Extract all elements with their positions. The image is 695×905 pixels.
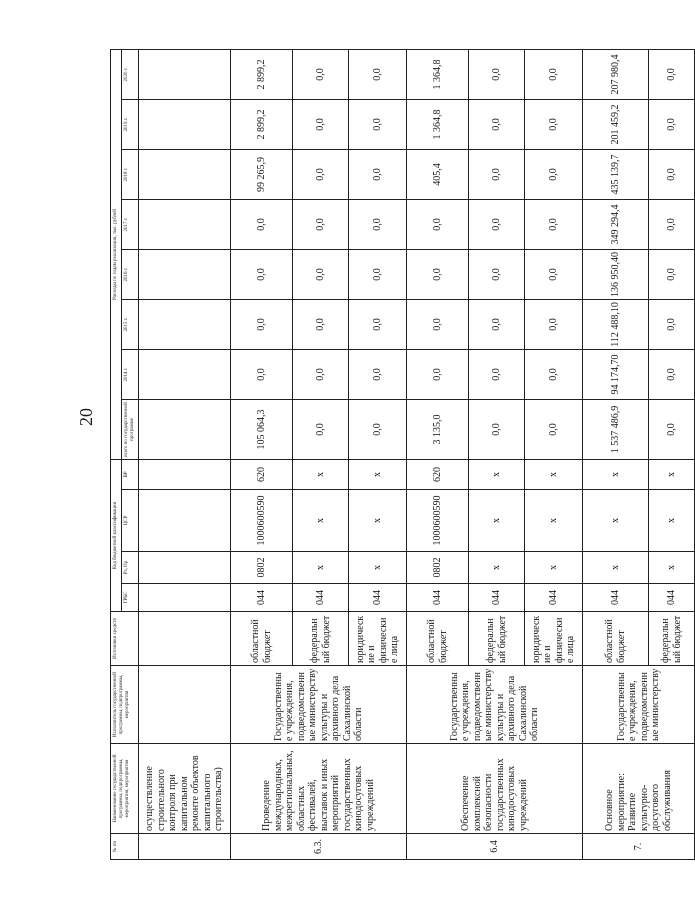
row-year-value: 0,0 <box>293 299 349 349</box>
table-row <box>231 49 293 859</box>
row-year-value: 207 980,4 <box>583 49 649 99</box>
row-total: 105 064,3 <box>231 399 293 459</box>
row-rzpr: 0802 <box>407 552 469 584</box>
row-grbs: 044 <box>525 584 583 612</box>
row-year-value <box>139 149 231 199</box>
row-source: федеральный бюджет <box>469 612 525 666</box>
table-body <box>139 49 695 859</box>
header-source: Источники средств <box>111 612 139 666</box>
row-csr: х <box>349 490 407 552</box>
row-source: юридические и физические лица <box>525 612 583 666</box>
row-csr <box>139 490 231 552</box>
row-year-value: 0,0 <box>407 199 469 249</box>
table-row <box>583 49 649 859</box>
row-year-value: 0,0 <box>231 349 293 399</box>
row-grbs: 044 <box>469 584 525 612</box>
row-year-value: 0,0 <box>469 349 525 399</box>
row-year-value: 349 294,4 <box>583 199 649 249</box>
row-year-value <box>139 99 231 149</box>
row-num: 6.4 <box>407 834 583 860</box>
row-year-value <box>139 249 231 299</box>
row-rzpr: х <box>469 552 525 584</box>
row-total: 0,0 <box>349 399 407 459</box>
row-year-value: 0,0 <box>349 249 407 299</box>
row-year-value: 0,0 <box>649 99 695 149</box>
row-year-value: 0,0 <box>649 299 695 349</box>
row-year-value: 0,0 <box>349 149 407 199</box>
row-year-value: 0,0 <box>349 299 407 349</box>
row-vr: х <box>649 459 695 489</box>
row-total: 1 537 486,9 <box>583 399 649 459</box>
row-total: 0,0 <box>525 399 583 459</box>
row-year-value: 0,0 <box>231 299 293 349</box>
budget-table <box>110 49 695 860</box>
row-source: областной бюджет <box>231 612 293 666</box>
row-executor: Государственные учреждения, подведомственные министерству культуры и архивного дела Сахалинской области <box>231 666 407 744</box>
row-year-value <box>139 299 231 349</box>
row-year-value: 0,0 <box>525 299 583 349</box>
row-year-value: 0,0 <box>349 199 407 249</box>
header-grbs: ГРБС <box>122 584 139 612</box>
row-year-value: 0,0 <box>293 99 349 149</box>
row-grbs: 044 <box>407 584 469 612</box>
row-year-value: 0,0 <box>349 49 407 99</box>
header-budget-code: Код бюджетной классификации <box>111 459 122 611</box>
row-csr: 1000600590 <box>407 490 469 552</box>
table-row <box>139 49 231 859</box>
header-year-2020: 2020 г. <box>122 49 139 99</box>
row-year-value: 0,0 <box>469 49 525 99</box>
row-year-value: 0,0 <box>407 299 469 349</box>
row-vr: х <box>349 459 407 489</box>
row-year-value: 0,0 <box>293 199 349 249</box>
header-name: Наименование государственной программы, подпрограммы, мероприятия, мероприятия <box>111 744 139 834</box>
row-executor: Государственные учреждения, подведомственные министерству <box>583 666 695 744</box>
row-year-value: 0,0 <box>469 249 525 299</box>
row-csr: х <box>583 490 649 552</box>
row-executor: Государственные учреждения, подведомственные министерству культуры и архивного дела Сахалинской области <box>407 666 583 744</box>
row-year-value: 0,0 <box>293 49 349 99</box>
row-rzpr: х <box>583 552 649 584</box>
row-year-value: 136 950,40 <box>583 249 649 299</box>
header-year-2019: 2019 г. <box>122 99 139 149</box>
row-csr: 1000600590 <box>231 490 293 552</box>
row-total: 0,0 <box>649 399 695 459</box>
row-csr: х <box>469 490 525 552</box>
header-row-1 <box>111 49 122 859</box>
row-csr: х <box>649 490 695 552</box>
header-total: всего по государственной программе <box>122 399 139 459</box>
row-grbs: 044 <box>293 584 349 612</box>
row-year-value: 0,0 <box>293 349 349 399</box>
row-name: Основное мероприятие: Развитие культурно-досугового обслуживания <box>583 744 695 834</box>
row-name: осуществление строительного контроля при капитальном ремонте объектов капитального строительства) <box>139 744 231 834</box>
row-year-value: 0,0 <box>525 199 583 249</box>
row-rzpr: х <box>525 552 583 584</box>
row-year-value: 0,0 <box>231 199 293 249</box>
row-year-value: 99 265,9 <box>231 149 293 199</box>
row-year-value: 0,0 <box>649 349 695 399</box>
row-executor <box>139 666 231 744</box>
row-year-value: 2 899,2 <box>231 99 293 149</box>
header-csr: ЦСР <box>122 490 139 552</box>
row-source: областной бюджет <box>407 612 469 666</box>
row-num: 6.3. <box>231 834 407 860</box>
row-year-value: 405,4 <box>407 149 469 199</box>
row-year-value <box>139 199 231 249</box>
row-year-value: 0,0 <box>525 99 583 149</box>
row-year-value: 0,0 <box>469 149 525 199</box>
row-vr: х <box>293 459 349 489</box>
row-total: 0,0 <box>293 399 349 459</box>
page-number: 20 <box>76 408 96 426</box>
row-vr <box>139 459 231 489</box>
table-row <box>407 49 469 859</box>
header-executor: Исполнитель государственной программы, подпрограммы, мероприятия <box>111 666 139 744</box>
row-vr: 620 <box>231 459 293 489</box>
row-year-value: 0,0 <box>407 349 469 399</box>
row-year-value: 0,0 <box>525 249 583 299</box>
row-year-value <box>139 349 231 399</box>
row-source: федеральный бюджет <box>293 612 349 666</box>
row-num: 7. <box>583 834 695 860</box>
row-year-value: 0,0 <box>525 49 583 99</box>
row-source: федеральный бюджет <box>649 612 695 666</box>
row-year-value <box>139 49 231 99</box>
row-grbs: 044 <box>649 584 695 612</box>
row-csr: х <box>525 490 583 552</box>
row-vr: х <box>469 459 525 489</box>
row-grbs: 044 <box>583 584 649 612</box>
row-year-value: 0,0 <box>231 249 293 299</box>
header-vr: ВР <box>122 459 139 489</box>
row-rzpr <box>139 552 231 584</box>
row-year-value: 0,0 <box>293 149 349 199</box>
row-vr: 620 <box>407 459 469 489</box>
row-num <box>139 834 231 860</box>
row-year-value: 0,0 <box>349 99 407 149</box>
row-year-value: 112 488,10 <box>583 299 649 349</box>
row-csr: х <box>293 490 349 552</box>
row-year-value: 94 174,70 <box>583 349 649 399</box>
row-name: Обеспечение комплексной безопасности государственных кинодосуговых учреждений <box>407 744 583 834</box>
row-grbs: 044 <box>349 584 407 612</box>
row-source: юридические и физические лица <box>349 612 407 666</box>
row-year-value: 0,0 <box>469 99 525 149</box>
row-year-value: 0,0 <box>649 199 695 249</box>
row-source <box>139 612 231 666</box>
row-year-value: 0,0 <box>525 149 583 199</box>
row-source: областной бюджет <box>583 612 649 666</box>
header-num: № пп <box>111 834 139 860</box>
row-year-value: 0,0 <box>649 49 695 99</box>
row-rzpr: х <box>649 552 695 584</box>
header-expenses: Расходы по годам реализации, тыс. рублей <box>111 49 122 459</box>
row-vr: х <box>525 459 583 489</box>
header-rzpr: Рз, Пр <box>122 552 139 584</box>
header-year-2017: 2017 г. <box>122 199 139 249</box>
row-total <box>139 399 231 459</box>
row-rzpr: х <box>293 552 349 584</box>
row-year-value: 0,0 <box>469 299 525 349</box>
header-year-2014: 2014 г. <box>122 349 139 399</box>
row-rzpr: х <box>349 552 407 584</box>
budget-table-wrap <box>110 50 683 860</box>
row-rzpr: 0802 <box>231 552 293 584</box>
row-year-value: 0,0 <box>525 349 583 399</box>
header-year-2016: 2016 г. <box>122 249 139 299</box>
row-year-value: 201 459,2 <box>583 99 649 149</box>
header-year-2018: 2018 г. <box>122 149 139 199</box>
row-year-value: 0,0 <box>649 149 695 199</box>
row-year-value: 435 139,7 <box>583 149 649 199</box>
row-year-value: 0,0 <box>469 199 525 249</box>
row-year-value: 1 364,8 <box>407 99 469 149</box>
row-total: 3 135,0 <box>407 399 469 459</box>
row-name: Проведение международных, межрегиональных, областных фестивалей, выставок и иных мероприятий государственных кинодосуговых учреждений <box>231 744 407 834</box>
row-year-value: 2 899,2 <box>231 49 293 99</box>
row-total: 0,0 <box>469 399 525 459</box>
row-grbs: 044 <box>231 584 293 612</box>
row-year-value: 0,0 <box>407 249 469 299</box>
row-year-value: 0,0 <box>649 249 695 299</box>
header-year-2015: 2015 г. <box>122 299 139 349</box>
row-year-value: 1 364,8 <box>407 49 469 99</box>
row-vr: х <box>583 459 649 489</box>
row-grbs <box>139 584 231 612</box>
row-year-value: 0,0 <box>349 349 407 399</box>
row-year-value: 0,0 <box>293 249 349 299</box>
